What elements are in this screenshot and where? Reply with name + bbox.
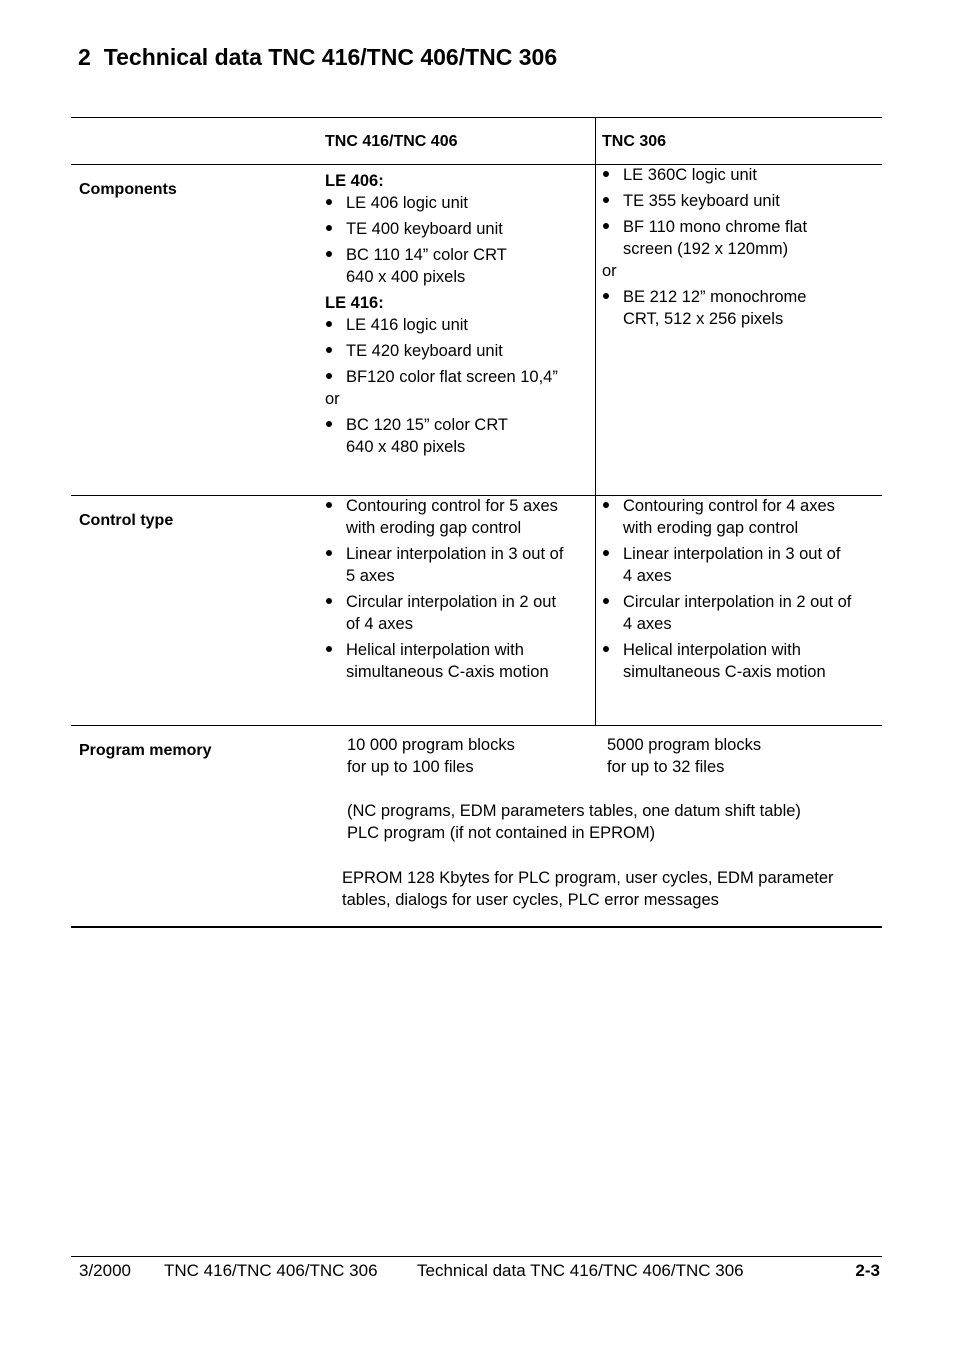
table-bottom-rule: [71, 926, 882, 928]
row-label-program-memory: Program memory: [79, 742, 212, 759]
list-item: BF120 color flat screen 10,4”: [325, 366, 593, 388]
chapter-number: 2: [78, 44, 91, 70]
column-header-tnc416-406: TNC 416/TNC 406: [325, 133, 458, 150]
program-memory-note: (NC programs, EDM parameters tables, one datum shift table) PLC program (if not contained in EPROM): [347, 802, 801, 842]
le416-heading: LE 416:: [325, 294, 384, 312]
control-type-list-416-406: [325, 495, 593, 683]
tnc306-components-list: [602, 164, 880, 260]
list-item: Contouring control for 5 axes with eroding gap control: [325, 495, 593, 539]
bullet-icon: [326, 373, 332, 379]
list-item: BC 110 14” color CRT 640 x 400 pixels: [325, 244, 593, 288]
footer-rule: [71, 1256, 882, 1257]
eprom-note: EPROM 128 Kbytes for PLC program, user cycles, EDM parameter tables, dialogs for user cycles, PLC error messages: [342, 869, 834, 909]
list-item: LE 406 logic unit: [325, 192, 593, 214]
or-text: or: [602, 262, 617, 280]
bullet-icon: [603, 171, 609, 177]
bullet-icon: [603, 197, 609, 203]
bullet-icon: [326, 550, 332, 556]
tnc306-alt-list: [602, 286, 880, 330]
list-item: Circular interpolation in 2 out of 4 axes: [602, 591, 880, 635]
bullet-icon: [603, 223, 609, 229]
list-item: BF 110 mono chrome flat screen (192 x 120mm): [602, 216, 880, 260]
row-label-components: Components: [79, 181, 177, 198]
list-item: Linear interpolation in 3 out of 4 axes: [602, 543, 880, 587]
row-rule-control-type: [71, 725, 882, 726]
footer-product: TNC 416/TNC 406/TNC 306: [164, 1261, 378, 1280]
components-col1: [325, 170, 593, 462]
list-item: BC 120 15” color CRT 640 x 480 pixels: [325, 414, 593, 458]
bullet-icon: [326, 251, 332, 257]
list-item: TE 420 keyboard unit: [325, 340, 593, 362]
le416-list: [325, 314, 593, 388]
bullet-icon: [326, 421, 332, 427]
bullet-icon: [326, 225, 332, 231]
bullet-icon: [326, 347, 332, 353]
control-type-col1: [325, 495, 593, 687]
list-item: LE 360C logic unit: [602, 164, 880, 186]
column-divider: [595, 117, 596, 725]
bullet-icon: [326, 598, 332, 604]
bullet-icon: [603, 293, 609, 299]
components-col2: [602, 164, 880, 334]
list-item: Helical interpolation with simultaneous C-axis motion: [325, 639, 593, 683]
row-label-control-type: Control type: [79, 512, 174, 529]
footer-section: Technical data TNC 416/TNC 406/TNC 306: [417, 1261, 744, 1280]
program-memory-306: 5000 program blocks for up to 32 files: [607, 736, 762, 776]
list-item: Helical interpolation with simultaneous C-axis motion: [602, 639, 880, 683]
list-item: Circular interpolation in 2 out of 4 axes: [325, 591, 593, 635]
list-item: TE 400 keyboard unit: [325, 218, 593, 240]
list-item: BE 212 12” monochrome CRT, 512 x 256 pixels: [602, 286, 880, 330]
bullet-icon: [603, 646, 609, 652]
table-top-rule: [71, 117, 882, 118]
page-title: [78, 44, 557, 71]
program-memory-416-406: 10 000 program blocks for up to 100 files: [347, 736, 515, 776]
control-type-list-306: [602, 495, 880, 683]
le416-alt-list: [325, 414, 593, 458]
bullet-icon: [603, 550, 609, 556]
chapter-title: Technical data TNC 416/TNC 406/TNC 306: [103, 44, 558, 70]
footer-date: 3/2000: [79, 1261, 131, 1280]
bullet-icon: [326, 199, 332, 205]
bullet-icon: [326, 502, 332, 508]
list-item: TE 355 keyboard unit: [602, 190, 880, 212]
list-item: Linear interpolation in 3 out of 5 axes: [325, 543, 593, 587]
footer-page-number: 2-3: [855, 1261, 880, 1280]
bullet-icon: [326, 646, 332, 652]
le406-heading: LE 406:: [325, 172, 384, 190]
bullet-icon: [326, 321, 332, 327]
control-type-col2: [602, 495, 880, 687]
or-text: or: [325, 390, 340, 408]
column-header-tnc306: TNC 306: [602, 133, 667, 150]
list-item: Contouring control for 4 axes with eroding gap control: [602, 495, 880, 539]
bullet-icon: [603, 502, 609, 508]
le406-list: [325, 192, 593, 288]
bullet-icon: [603, 598, 609, 604]
list-item: LE 416 logic unit: [325, 314, 593, 336]
